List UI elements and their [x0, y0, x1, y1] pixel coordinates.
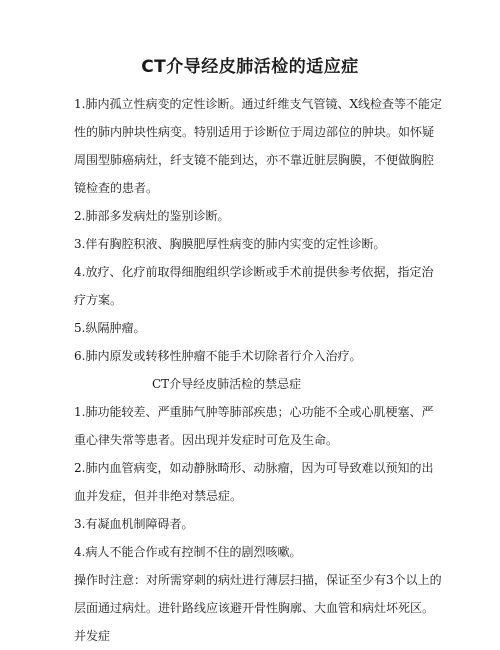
contraindication-item-2: 2.肺内血管病变，如动静脉畸形、动脉瘤，因为可导致难以预知的出血并发症，但并非绝对禁忌症。: [74, 461, 434, 503]
document-body: [74, 90, 442, 650]
operation-note: 操作时注意：对所需穿刺的病灶进行薄层扫描，保证至少有3个以上的层面通过病灶。进针路线应该避开骨性胸廓、大血管和病灶坏死区。: [74, 573, 442, 615]
contraindication-item-1: 1.肺功能较差、严重肺气肿等肺部疾患；心功能不全或心肌梗塞、严重心律失常等患者。因出现并发症时可危及生命。: [74, 405, 434, 447]
indication-item-2: 2.肺部多发病灶的鉴别诊断。: [74, 209, 230, 223]
complications-heading: 并发症: [74, 629, 111, 643]
indication-item-6: 6.肺内原发或转移性肿瘤不能手术切除者行介入治疗。: [74, 349, 362, 363]
contraindications-heading: CT介导经皮肺活检的禁忌症: [152, 377, 302, 391]
contraindication-item-4: 4.病人不能合作或有控制不住的剧烈咳嗽。: [74, 545, 302, 559]
indication-item-1: 1.肺内孤立性病变的定性诊断。通过纤维支气管镜、X线检查等不能定性的肺内肿块性病变。特别适用于诊断位于周边部位的肿块。如怀疑周围型肺癌病灶，纤支镜不能到达，亦不靠近脏层胸膜，不便做胸腔镜检查的患者。: [74, 97, 442, 195]
indication-item-4: 4.放疗、化疗前取得细胞组织学诊断或手术前提供参考依据，指定治疗方案。: [74, 265, 434, 307]
contraindication-item-3: 3.有凝血机制障碍者。: [74, 517, 194, 531]
indication-item-3: 3.伴有胸腔积液、胸膜肥厚性病变的肺内实变的定性诊断。: [74, 237, 386, 251]
indication-item-5: 5.纵隔肿瘤。: [74, 321, 146, 335]
document-title: CT介导经皮肺活检的适应症: [141, 57, 359, 77]
